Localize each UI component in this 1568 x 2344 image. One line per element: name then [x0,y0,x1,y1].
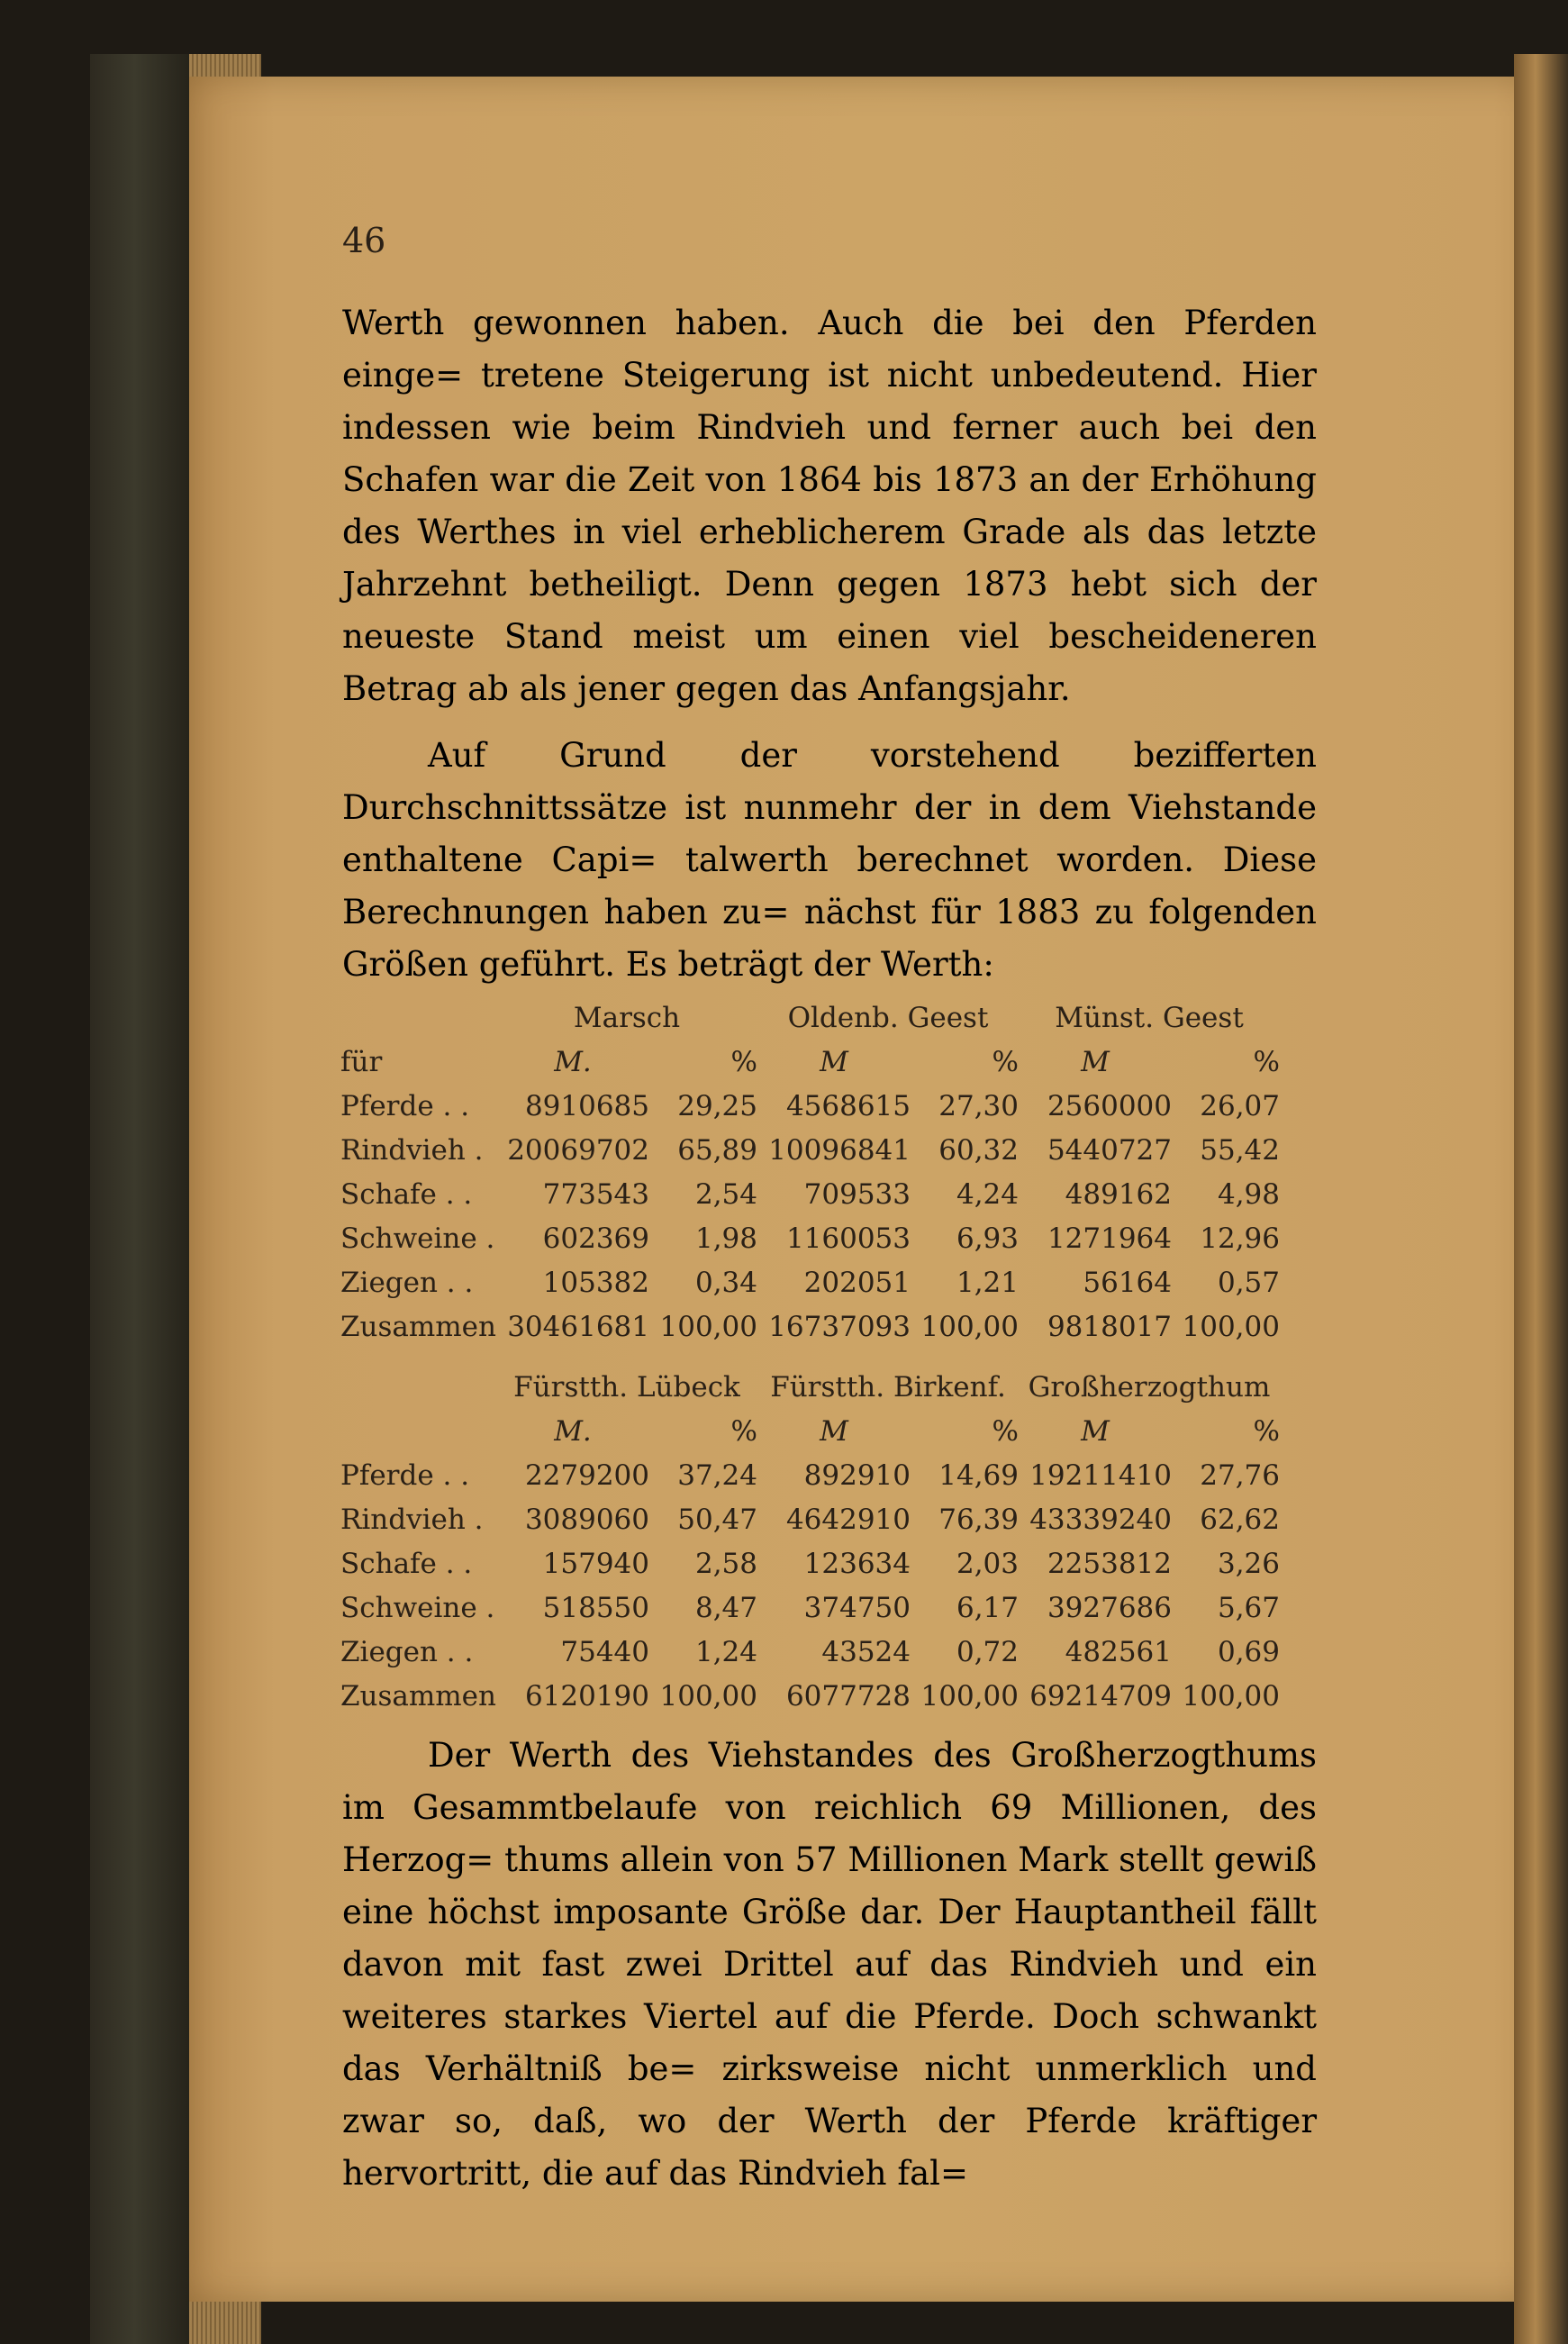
row-label: Pferde . . [340,1089,470,1122]
cell-value: 3089060 [524,1503,649,1536]
cell-percent: 4,24 [956,1177,1019,1211]
cell-value: 16737093 [768,1310,911,1343]
row-label: Zusammen [340,1310,496,1343]
cell-value: 8910685 [524,1089,649,1122]
cell-percent: 62,62 [1200,1503,1280,1536]
group-header: Großherzogthum [1028,1370,1271,1404]
cell-percent: 14,69 [938,1458,1019,1492]
unit-percent: % [730,1414,757,1448]
cell-value: 6120190 [524,1679,649,1713]
row-label: Ziegen . . [340,1266,474,1299]
table-total-row [340,1304,1280,1349]
group-header: Fürstth. Birkenf. [770,1370,1006,1404]
cell-value: 69214709 [1029,1679,1172,1713]
unit-percent: % [1253,1045,1280,1078]
livestock-value-table-1 [340,995,1280,1349]
cell-value: 4568615 [785,1089,911,1122]
cell-value: 43524 [821,1635,911,1668]
cell-value: 374750 [803,1591,911,1624]
cell-percent: 6,17 [956,1591,1019,1624]
cell-percent: 1,21 [956,1266,1019,1299]
cell-value: 157940 [542,1547,649,1580]
row-label: Ziegen . . [340,1635,474,1668]
cell-percent: 6,93 [956,1222,1019,1255]
group-header: Marsch [573,1001,681,1034]
cell-percent: 60,32 [938,1133,1019,1167]
table-row [340,1453,1280,1497]
cell-percent: 0,72 [956,1635,1019,1668]
table-row [340,1084,1280,1128]
row-label: Schafe . . [340,1547,473,1580]
cell-value: 2253812 [1047,1547,1172,1580]
table-row [340,1541,1280,1585]
cell-value: 75440 [560,1635,649,1668]
row-label: Schweine . [340,1222,495,1255]
cell-value: 9818017 [1047,1310,1172,1343]
cell-percent: 1,24 [694,1635,757,1668]
cell-value: 518550 [542,1591,649,1624]
cell-percent: 100,00 [1182,1679,1280,1713]
unit-mark: M [820,1045,848,1078]
cell-percent: 4,98 [1217,1177,1280,1211]
unit-percent: % [730,1045,757,1078]
table-row [340,1172,1280,1216]
table-unit-header [340,1040,1280,1084]
cell-percent: 2,03 [956,1547,1019,1580]
cell-value: 709533 [803,1177,911,1211]
cell-percent: 100,00 [659,1679,757,1713]
row-label: Rindvieh . [340,1133,484,1167]
unit-mark: M. [554,1414,592,1448]
cell-percent: 2,54 [694,1177,757,1211]
cell-percent: 50,47 [677,1503,757,1536]
cell-percent: 26,07 [1200,1089,1280,1122]
cell-value: 1160053 [785,1222,911,1255]
cell-percent: 0,34 [694,1266,757,1299]
table-row [340,1216,1280,1260]
group-header: Oldenb. Geest [787,1001,989,1034]
table-total-row [340,1674,1280,1718]
unit-percent: % [992,1414,1019,1448]
table-group-header [340,995,1280,1040]
table-row [340,1260,1280,1304]
row-label: Schweine . [340,1591,495,1624]
cell-value: 105382 [542,1266,649,1299]
table-row [340,1497,1280,1541]
unit-mark: M [1081,1045,1110,1078]
cell-percent: 76,39 [938,1503,1019,1536]
cell-percent: 2,58 [694,1547,757,1580]
cell-value: 489162 [1065,1177,1172,1211]
cell-percent: 27,30 [938,1089,1019,1122]
cell-value: 1271964 [1047,1222,1172,1255]
cell-percent: 100,00 [1182,1310,1280,1343]
cell-percent: 5,67 [1217,1591,1280,1624]
table-row [340,1585,1280,1630]
unit-mark: M [1081,1414,1110,1448]
unit-percent: % [1253,1414,1280,1448]
group-header: Fürstth. Lübeck [513,1370,740,1404]
row-label: Pferde . . [340,1458,470,1492]
cell-value: 123634 [803,1547,911,1580]
cell-percent: 100,00 [920,1679,1019,1713]
unit-mark: M. [554,1045,592,1078]
unit-mark: M [820,1414,848,1448]
cell-percent: 65,89 [677,1133,757,1167]
cell-percent: 0,69 [1217,1635,1280,1668]
facing-page-edge [1514,54,1568,2344]
paragraph-1: Werth gewonnen haben. Auch die bei den Pferden einge= tretene Steigerung ist nicht unbedeutend. Hier indessen wie beim Rindvieh und ferner auch bei den Schafen war die Zeit von 1864 bis 1873 an der Erhöhung des Werthes in viel erheblicherem Grade als das letzte Jahrzehnt betheiligt. Denn gegen 1873 hebt sich der neueste Stand meist um einen viel bescheideneren Betrag ab als jener gegen das Anfangsjahr. [342,304,1317,708]
cell-value: 10096841 [768,1133,911,1167]
row-label: Schafe . . [340,1177,473,1211]
row-label: Zusammen [340,1679,496,1713]
cell-percent: 1,98 [694,1222,757,1255]
cell-value: 602369 [542,1222,649,1255]
cell-value: 2279200 [524,1458,649,1492]
cell-value: 4642910 [785,1503,911,1536]
cell-percent: 27,76 [1200,1458,1280,1492]
cell-percent: 55,42 [1200,1133,1280,1167]
cell-percent: 3,26 [1217,1547,1280,1580]
cell-value: 20069702 [507,1133,649,1167]
cell-percent: 29,25 [677,1089,757,1122]
row-label-header: für [340,1045,383,1078]
paragraph-3: Der Werth des Viehstandes des Großherzogthums im Gesammtbelaufe von reichlich 69 Millionen, des Herzog= thums allein von 57 Millionen Mark stellt gewiß eine höchst imposante Größe dar. Der Hauptantheil fällt davon mit fast zwei Drittel auf das Rindvieh und ein weiteres starkes Viertel auf die Pferde. Doch schwankt das Verhältniß be= zirksweise nicht unmerklich und zwar so, daß, wo der Werth der Pferde kräftiger hervortritt, die auf das Rindvieh fal= [342,1736,1317,2193]
cell-percent: 100,00 [920,1310,1019,1343]
cell-value: 19211410 [1029,1458,1172,1492]
cell-value: 202051 [803,1266,911,1299]
cell-percent: 8,47 [694,1591,757,1624]
row-label: Rindvieh . [340,1503,484,1536]
unit-percent: % [992,1045,1019,1078]
cell-value: 5440727 [1047,1133,1172,1167]
table-row [340,1630,1280,1674]
book-spine [90,54,189,2344]
group-header: Münst. Geest [1055,1001,1244,1034]
cell-value: 892910 [803,1458,911,1492]
cell-value: 773543 [542,1177,649,1211]
livestock-value-table-2 [340,1365,1280,1718]
cell-percent: 37,24 [677,1458,757,1492]
cell-value: 3927686 [1047,1591,1172,1624]
page-number: 46 [342,221,386,260]
table-group-header [340,1365,1280,1409]
cell-value: 56164 [1083,1266,1172,1299]
cell-percent: 12,96 [1200,1222,1280,1255]
cell-value: 2560000 [1047,1089,1172,1122]
cell-value: 43339240 [1029,1503,1172,1536]
cell-value: 30461681 [507,1310,649,1343]
table-row [340,1128,1280,1172]
paragraph-2: Auf Grund der vorstehend bezifferten Durchschnittssätze ist nunmehr der in dem Viehstande enthaltene Capi= talwerth berechnet worden. Diese Berechnungen haben zu= nächst für 1883 zu folgenden Größen geführt. Es beträgt der Werth: [342,736,1317,984]
cell-value: 482561 [1065,1635,1172,1668]
cell-percent: 100,00 [659,1310,757,1343]
cell-percent: 0,57 [1217,1266,1280,1299]
table-unit-header [340,1409,1280,1453]
cell-value: 6077728 [785,1679,911,1713]
